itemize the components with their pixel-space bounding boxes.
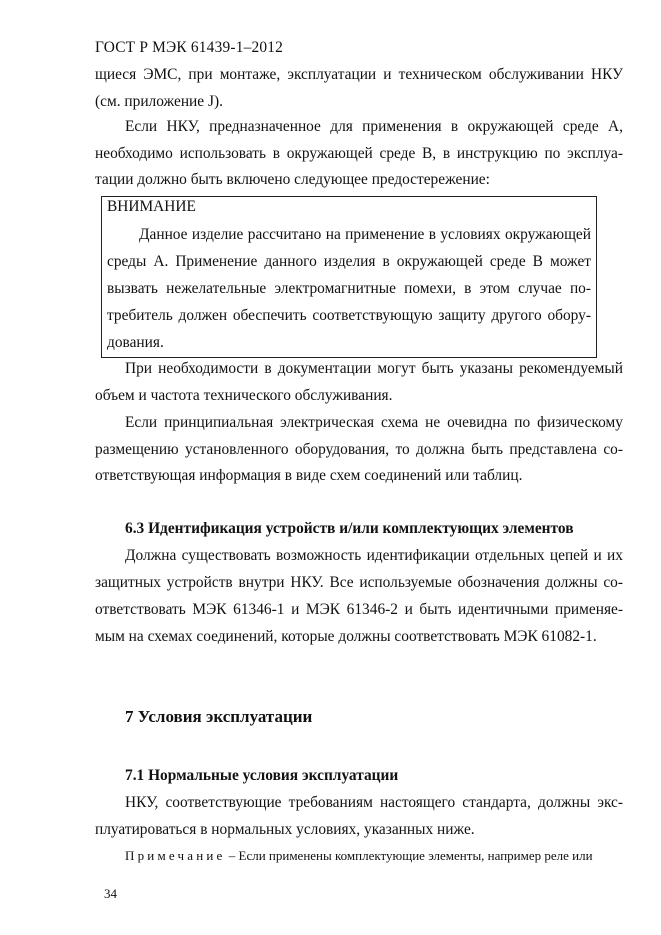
paragraph-line: ответствовать МЭК 61346-1 и МЭК 61346-2 и быть идентичными применяе-: [95, 601, 623, 618]
paragraph-line: При необходимости в документации могут быть указаны рекомендуемый: [125, 360, 623, 377]
warning-line: среды А. Применение данного изделия в окружающей среде В может: [107, 253, 591, 270]
note-line: [125, 846, 593, 866]
paragraph-line: размещению установленного оборудования, то должна быть представлена со-: [95, 441, 623, 458]
paragraph-line: тации должно быть включено следующее предостережение:: [95, 171, 490, 188]
paragraph-line: Если НКУ, предназначенное для применения в окружающей среде А,: [125, 118, 623, 135]
paragraph-line: необходимо использовать в окружающей среде В, в инструкцию по эксплуа-: [95, 145, 623, 162]
section-heading-7: 7 Условия эксплуатации: [125, 707, 313, 726]
warning-line: дования.: [107, 334, 164, 351]
paragraph-line: защитных устройств внутри НКУ. Все используемые обозначения должны со-: [95, 574, 623, 591]
warning-box: [101, 196, 597, 358]
note-text: – Если применены комплектующие элементы, например реле или: [225, 848, 593, 863]
paragraph-line: ответствующая информация в виде схем соединений или таблиц.: [95, 467, 523, 484]
warning-title: ВНИМАНИЕ: [107, 198, 196, 215]
section-heading-6-3: 6.3 Идентификация устройств и/или комплектующих элементов: [125, 520, 574, 537]
paragraph-line: мым на схемах соединений, которые должны соответствовать МЭК 61082-1.: [95, 628, 597, 645]
paragraph-line: плуатироваться в нормальных условиях, указанных ниже.: [95, 821, 475, 838]
note-label: Примечание: [125, 848, 226, 863]
paragraph-line: щиеся ЭМС, при монтаже, эксплуатации и техническом обслуживании НКУ: [95, 66, 623, 83]
paragraph-line: (см. приложение J).: [95, 93, 223, 110]
paragraph-line: Должна существовать возможность идентификации отдельных цепей и их: [125, 547, 623, 564]
warning-line: требитель должен обеспечить соответствующую защиту другого обору-: [107, 307, 591, 324]
warning-line: вызвать нежелательные электромагнитные помехи, в этом случае по-: [107, 280, 591, 297]
warning-line: Данное изделие рассчитано на применение в условиях окружающей: [139, 226, 591, 243]
page-number: 34: [104, 886, 117, 901]
paragraph-line: объем и частота технического обслуживания.: [95, 387, 393, 404]
page-header: ГОСТ Р МЭК 61439-1–2012: [95, 39, 284, 56]
paragraph-line: Если принципиальная электрическая схема не очевидна по физическому: [125, 414, 623, 431]
paragraph-line: НКУ, соответствующие требованиям настоящего стандарта, должны экс-: [125, 794, 623, 811]
section-heading-7-1: 7.1 Нормальные условия эксплуатации: [125, 767, 399, 784]
